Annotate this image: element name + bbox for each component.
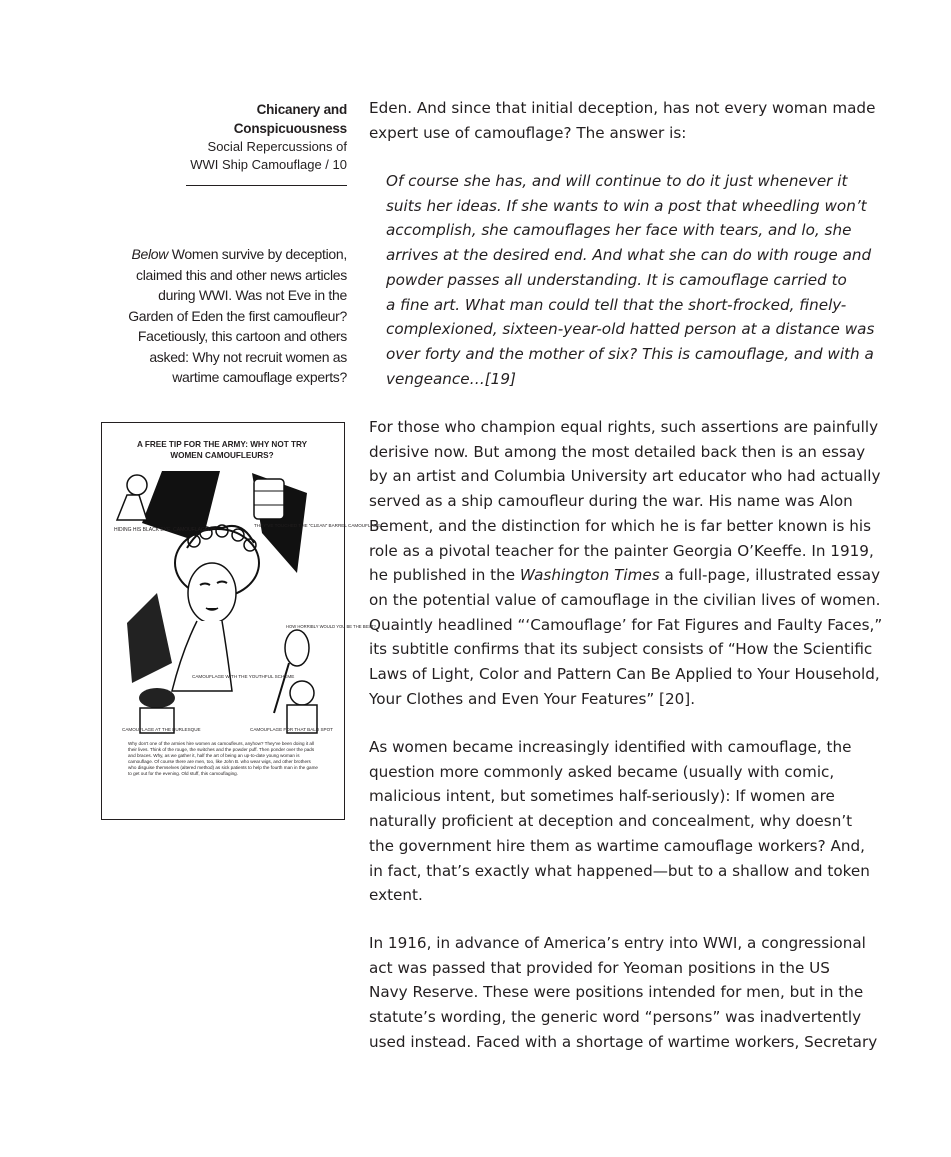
cartoon-headline-line2: WOMEN CAMOUFLEURS? xyxy=(170,451,274,460)
quote-line: over forty and the mother of six? This is camouflage, and with a xyxy=(386,344,874,363)
cartoon-label-right: THEY’VE TOUCHED THE “CLEAN” BARREL CAMOUFLAGE. xyxy=(254,523,382,528)
quote-line: Of course she has, and will continue to do it just whenever it xyxy=(386,172,848,190)
header-divider xyxy=(186,185,347,186)
cartoon-headline-line1: A FREE TIP FOR THE ARMY: WHY NOT TRY xyxy=(136,440,308,449)
body-line: served as a ship camoufleur during the war. His name was Alon xyxy=(369,492,853,511)
header-title-line2: Conspicuousness xyxy=(233,121,347,136)
barrel xyxy=(254,479,284,519)
paragraph-bement xyxy=(369,415,883,711)
caption-line: asked: Why not recruit women as xyxy=(149,348,347,365)
quote-line: powder passes all understanding. It is camouflage carried to xyxy=(386,270,847,289)
body-line: Quaintly headlined “‘Camouflage’ for Fat Figures and Faulty Faces,” xyxy=(369,615,883,634)
body-line: Eden. And since that initial deception, has not every woman made xyxy=(369,99,876,117)
body-text: he published in the xyxy=(369,566,520,585)
quote-line: suits her ideas. If she wants to win a post that wheedling won’t xyxy=(386,196,867,215)
body-line: statute’s wording, the generic word “persons” was inadvertently xyxy=(369,1008,862,1027)
caption-line: Garden of Eden the first camoufleur? xyxy=(128,307,347,324)
intro-paragraph xyxy=(369,96,874,145)
header-title-line1: Chicanery and xyxy=(256,102,347,117)
cartoon-label-bubble: HOW HORRIBLY WOULD YOU BE THE BEST? xyxy=(286,624,376,629)
caption-line: claimed this and other news articles xyxy=(136,266,347,283)
body-line: expert use of camouflage? The answer is: xyxy=(369,123,687,142)
body-line: Your Clothes and Even Your Features” [20]. xyxy=(369,689,696,708)
body-line: by an artist and Columbia University art educator who had actually xyxy=(369,467,881,486)
body-line: in fact, that’s exactly what happened—but to a shallow and token xyxy=(369,861,870,880)
quote-line: arrives at the desired end. And what she can do with rouge and xyxy=(386,246,872,265)
body-line: Navy Reserve. These were positions intended for men, but in the xyxy=(369,983,864,1002)
body-line: on the potential value of camouflage in the civilian lives of women. xyxy=(369,590,881,609)
quote-line: vengeance…[19] xyxy=(386,369,516,388)
cartoon-figure xyxy=(101,422,382,820)
header-subtitle-line2: WWI Ship Camouflage / 10 xyxy=(190,157,347,172)
body-line: used instead. Faced with a shortage of wartime workers, Secretary xyxy=(369,1032,878,1051)
bald-man-head xyxy=(290,681,314,705)
body-line: the government hire them as wartime camouflage workers? And, xyxy=(369,836,865,855)
hat-bottom-left xyxy=(139,688,175,708)
black-shape-mid-left xyxy=(127,593,172,683)
cartoon-label-left: HIDING HIS BLACK EYE, CAMOUFLAGED. xyxy=(114,527,214,533)
quote-line: complexioned, sixteen-year-old hatted person at a distance was xyxy=(386,320,875,339)
caption-line: Women survive by deception, xyxy=(168,246,347,262)
quote-line: a fine art. What man could tell that the short-frocked, finely- xyxy=(386,295,847,314)
body-line: Laws of Light, Color and Pattern Can Be Applied to Your Household, xyxy=(369,665,880,684)
man-head-left xyxy=(127,475,147,495)
block-quote xyxy=(386,169,875,391)
body-line: its subtitle confirms that its subject consists of “How the Scientific xyxy=(369,640,873,659)
body-line: extent. xyxy=(369,886,423,905)
body-line xyxy=(369,563,881,588)
paragraph-women-camouflage xyxy=(369,735,874,908)
running-header xyxy=(120,100,347,174)
caption-line: Facetiously, this cartoon and others xyxy=(137,328,347,344)
caption-line: wartime camouflage experts? xyxy=(172,369,347,385)
body-line: derisive now. But among the most detailed back then is an essay xyxy=(369,442,866,461)
cartoon-label-center: CAMOUFLAGE WITH THE YOUTHFUL SCHEME xyxy=(192,674,295,679)
body-line: question more commonly asked became (usually with comic, xyxy=(369,762,835,781)
quote-line: accomplish, she camouflages her face with tears, and lo, she xyxy=(386,221,852,240)
body-line: naturally proficient at deception and concealment, why doesn’t xyxy=(369,812,853,831)
hand-mirror xyxy=(285,630,309,666)
publication-title: Washington Times xyxy=(519,566,660,585)
body-line: In 1916, in advance of America’s entry into WWI, a congressional xyxy=(369,934,866,952)
figure-caption xyxy=(120,244,347,388)
header-subtitle-line1: Social Repercussions of xyxy=(207,139,347,154)
body-line: act was passed that provided for Yeoman positions in the US xyxy=(369,958,830,977)
cartoon-label-bottom-left: CAMOUFLAGE AT THE BURLESQUE xyxy=(122,727,201,732)
woman-face xyxy=(188,563,236,623)
cartoon-label-bottom-right: CAMOUFLAGE FOR THAT BALD SPOT xyxy=(250,727,333,732)
body-line: role as a pivotal teacher for the painter Georgia O’Keeffe. In 1919, xyxy=(369,541,874,560)
paragraph-yeoman xyxy=(369,931,878,1055)
caption-line: during WWI. Was not Eve in the xyxy=(158,287,347,303)
cartoon-body-text: Why don't one of the armies hire women as camoufleurs, anyhow? They've been doing it all their lives. Think of the rouge, the switches and the powder puff. Then ponder over the pads and braces. Why, as we gather it, half the art of being an up-to-date young woman is camouflage. Of course there are men, too, like John B. who wear wigs, and other brothers who disguise themselves (altered method) as sick patients to help the fourth man in the game to get out for the evening. Old stuff, this camouflaging. xyxy=(128,741,318,776)
body-line: malicious intent, but sometimes half-seriously): If women are xyxy=(369,787,835,806)
body-text: a full-page, illustrated essay xyxy=(659,566,881,585)
caption-lead: Below xyxy=(131,246,169,262)
body-line: For those who champion equal rights, such assertions are painfully xyxy=(369,418,879,436)
body-line: As women became increasingly identified with camouflage, the xyxy=(369,738,852,756)
body-line: Bement, and the distinction for which he is far better known is his xyxy=(369,516,872,535)
woman-body xyxy=(172,621,232,691)
